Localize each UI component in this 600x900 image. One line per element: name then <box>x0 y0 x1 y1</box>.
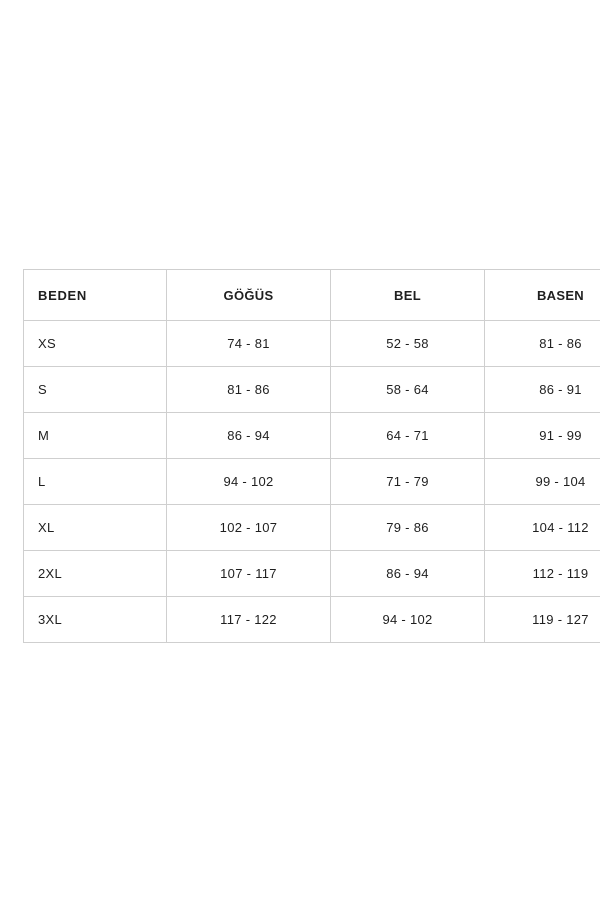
cell-basen: 81 - 86 <box>485 321 600 367</box>
cell-basen: 91 - 99 <box>485 413 600 459</box>
cell-bel: 94 - 102 <box>331 597 485 643</box>
cell-bel: 52 - 58 <box>331 321 485 367</box>
cell-bel: 79 - 86 <box>331 505 485 551</box>
table-row <box>24 321 600 367</box>
cell-gogus: 81 - 86 <box>167 367 331 413</box>
column-header-beden: BEDEN <box>24 270 167 321</box>
column-header-bel: BEL <box>331 270 485 321</box>
cell-bel: 64 - 71 <box>331 413 485 459</box>
cell-gogus: 74 - 81 <box>167 321 331 367</box>
cell-size: 3XL <box>24 597 167 643</box>
cell-basen: 99 - 104 <box>485 459 600 505</box>
table-body <box>24 321 600 643</box>
column-header-basen: BASEN <box>485 270 600 321</box>
cell-bel: 71 - 79 <box>331 459 485 505</box>
size-chart-table <box>23 269 600 643</box>
cell-gogus: 107 - 117 <box>167 551 331 597</box>
table-header <box>24 270 600 321</box>
cell-basen: 86 - 91 <box>485 367 600 413</box>
cell-basen: 104 - 112 <box>485 505 600 551</box>
cell-bel: 86 - 94 <box>331 551 485 597</box>
cell-size: L <box>24 459 167 505</box>
cell-size: M <box>24 413 167 459</box>
cell-gogus: 94 - 102 <box>167 459 331 505</box>
cell-gogus: 117 - 122 <box>167 597 331 643</box>
cell-size: S <box>24 367 167 413</box>
table-row <box>24 551 600 597</box>
cell-gogus: 102 - 107 <box>167 505 331 551</box>
cell-size: XS <box>24 321 167 367</box>
column-header-gogus: GÖĞÜS <box>167 270 331 321</box>
table-row <box>24 459 600 505</box>
cell-size: 2XL <box>24 551 167 597</box>
cell-basen: 119 - 127 <box>485 597 600 643</box>
cell-size: XL <box>24 505 167 551</box>
table-row <box>24 505 600 551</box>
cell-bel: 58 - 64 <box>331 367 485 413</box>
table-header-row <box>24 270 600 321</box>
cell-basen: 112 - 119 <box>485 551 600 597</box>
table-row <box>24 597 600 643</box>
table-row <box>24 367 600 413</box>
cell-gogus: 86 - 94 <box>167 413 331 459</box>
size-chart-container <box>23 269 589 643</box>
table-row <box>24 413 600 459</box>
